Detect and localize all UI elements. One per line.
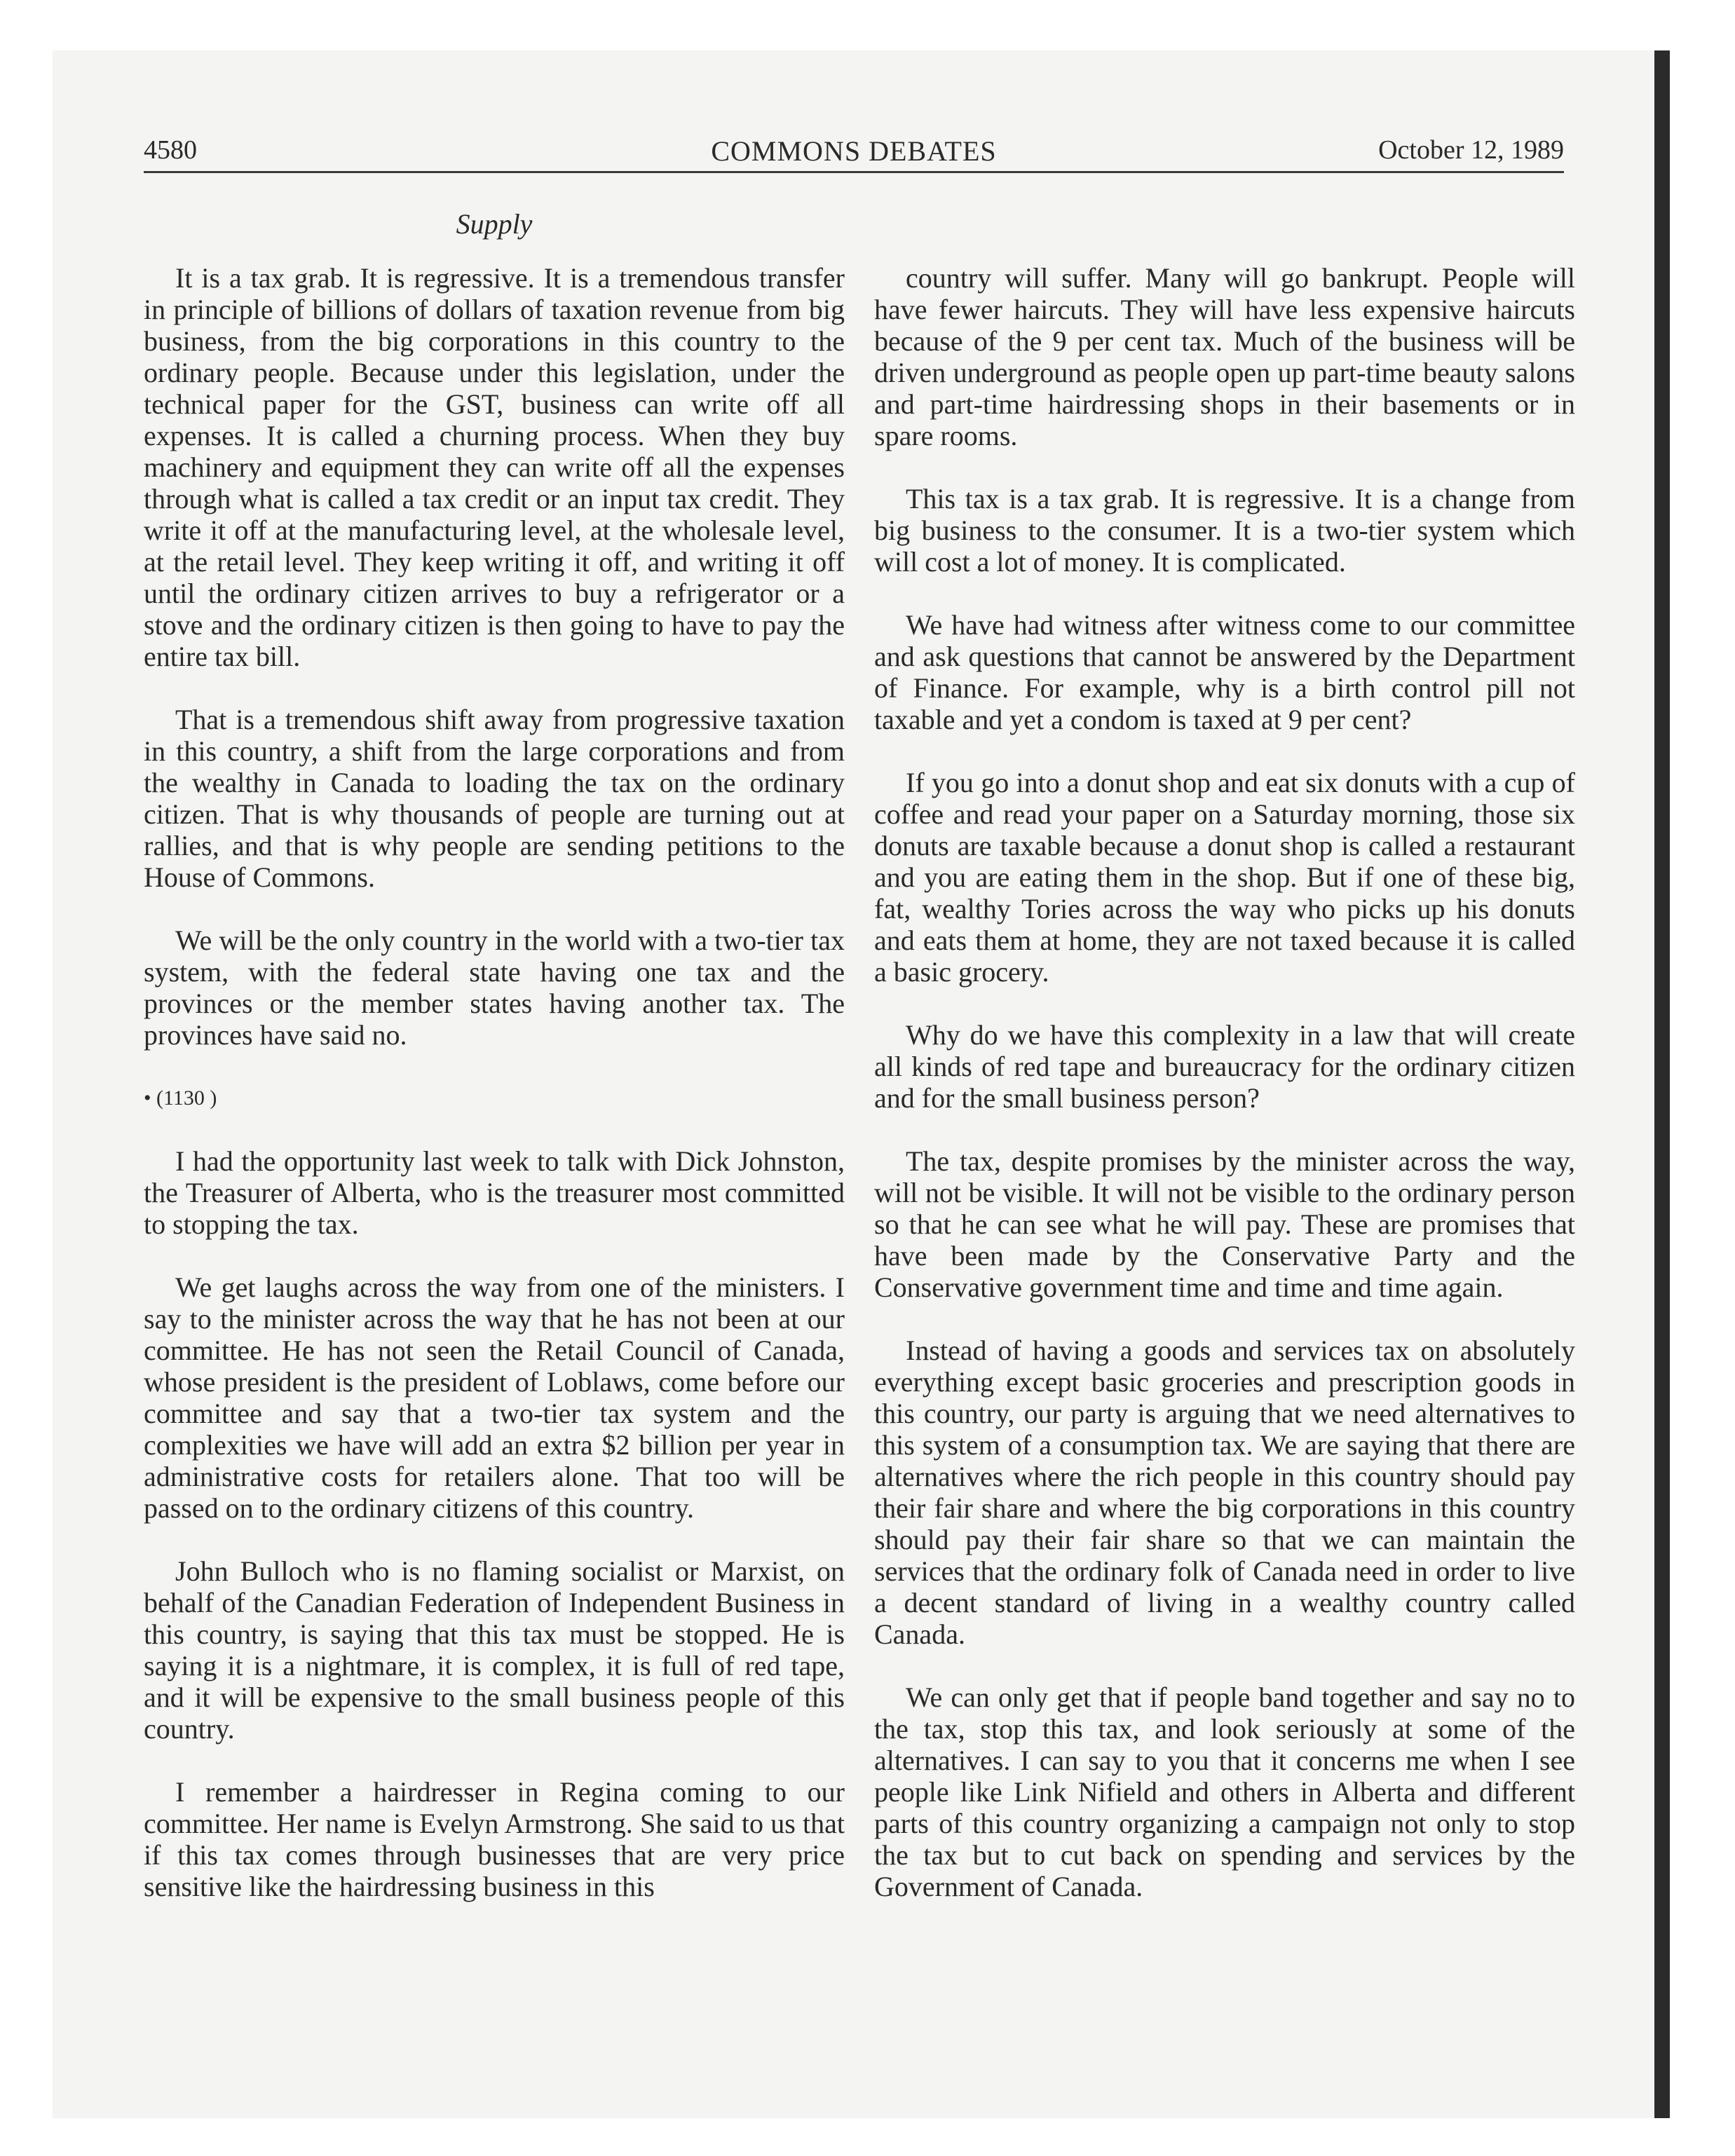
publication-title: COMMONS DEBATES <box>711 135 997 167</box>
paragraph: Instead of having a goods and services tax on absolutely everything except basic groceries and prescription goods in this country, our party is arguing that we need alternatives to this system of a consumption tax. We are saying that there are alternatives where the rich people in this country should pay their fair share and where the big corporations in this country should pay their fair share so that we can maintain the services that the ordinary folk of Canada need in order to live a decent standard of living in a wealthy country called Canada. <box>874 1335 1575 1650</box>
paragraph: It is a tax grab. It is regressive. It is a tremendous transfer in principle of billions of dollars of taxation revenue from big business, from the big corporations in this country to the ordinary people. Because under this legislation, under the technical paper for the GST, business can write off all expenses. It is called a churning process. When they buy machinery and equipment they can write off all the expenses through what is called a tax credit or an input tax credit. They write it off at the manufacturing level, at the wholesale level, at the retail level. They keep writing it off, and writing it off until the ordinary citizen arrives to buy a refrigerator or a stove and the ordinary citizen is then going to have to pay the entire tax bill. <box>144 262 845 672</box>
paragraph: Why do we have this complexity in a law that will create all kinds of red tape and bureaucracy for the ordinary citizen and for the small business person? <box>874 1019 1575 1114</box>
paragraph: We get laughs across the way from one of the ministers. I say to the minister across the way that he has not been at our committee. He has not seen the Retail Council of Canada, whose president is the president of Loblaws, come before our committee and say that a two-tier tax system and the complexities we have will add an extra $2 billion per year in administrative costs for retailers alone. That too will be passed on to the ordinary citizens of this country. <box>144 1271 845 1524</box>
paragraph: The tax, despite promises by the minister across the way, will not be visible. It will not be visible to the ordinary person so that he can see what he will pay. These are promises that have been made by the Conservative Party and the Conservative government time and time and time again. <box>874 1145 1575 1303</box>
paragraph: That is a tremendous shift away from progressive taxation in this country, a shift from the large corporations and from the wealthy in Canada to loading the tax on the ordinary citizen. That is why thousands of people are turning out at rallies, and that is why people are sending petitions to the House of Commons. <box>144 704 845 893</box>
right-column <box>874 262 1575 1934</box>
paragraph: I had the opportunity last week to talk with Dick Johnston, the Treasurer of Alberta, who is the treasurer most committed to stopping the tax. <box>144 1145 845 1240</box>
section-title: Supply <box>456 208 533 240</box>
time-marker: • (1130 ) <box>144 1086 217 1110</box>
paragraph: This tax is a tax grab. It is regressive. It is a change from big business to the consumer. It is a two-tier system which will cost a lot of money. It is complicated. <box>874 483 1575 578</box>
paragraph: country will suffer. Many will go bankrupt. People will have fewer haircuts. They will have less expensive haircuts because of the 9 per cent tax. Much of the business will be driven underground as people open up part-time beauty salons and part-time hairdressing shops in their basements or in spare rooms. <box>874 262 1575 451</box>
paragraph: I remember a hairdresser in Regina coming to our committee. Her name is Evelyn Armstrong. She said to us that if this tax comes through businesses that are very price sensitive like the hairdressing business in this <box>144 1776 845 1902</box>
paragraph: If you go into a donut shop and eat six donuts with a cup of coffee and read your paper on a Saturday morning, those six donuts are taxable because a donut shop is called a restaurant and you are eating them in the shop. But if one of these big, fat, wealthy Tories across the way who picks up his donuts and eats them at home, they are not taxed because it is called a basic grocery. <box>874 767 1575 988</box>
paragraph: We can only get that if people band together and say no to the tax, stop this tax, and look seriously at some of the alternatives. I can say to you that it concerns me when I see people like Link Nifield and others in Alberta and different parts of this country organizing a campaign not only to stop the tax but to cut back on spending and services by the Government of Canada. <box>874 1681 1575 1902</box>
page-header <box>144 135 1564 173</box>
page-number: 4580 <box>144 135 197 165</box>
left-column <box>144 262 845 1934</box>
scan-edge-bar <box>1654 50 1670 2118</box>
paragraph: We will be the only country in the world with a two-tier tax system, with the federal state having one tax and the provinces or the member states having another tax. The provinces have said no. <box>144 925 845 1051</box>
paragraph: We have had witness after witness come to our committee and ask questions that cannot be answered by the Department of Finance. For example, why is a birth control pill not taxable and yet a condom is taxed at 9 per cent? <box>874 609 1575 735</box>
paragraph: John Bulloch who is no flaming socialist or Marxist, on behalf of the Canadian Federation of Independent Business in this country, is saying that this tax must be stopped. He is saying it is a nightmare, it is complex, it is full of red tape, and it will be expensive to the small business people of this country. <box>144 1555 845 1745</box>
debate-date: October 12, 1989 <box>1378 135 1564 165</box>
